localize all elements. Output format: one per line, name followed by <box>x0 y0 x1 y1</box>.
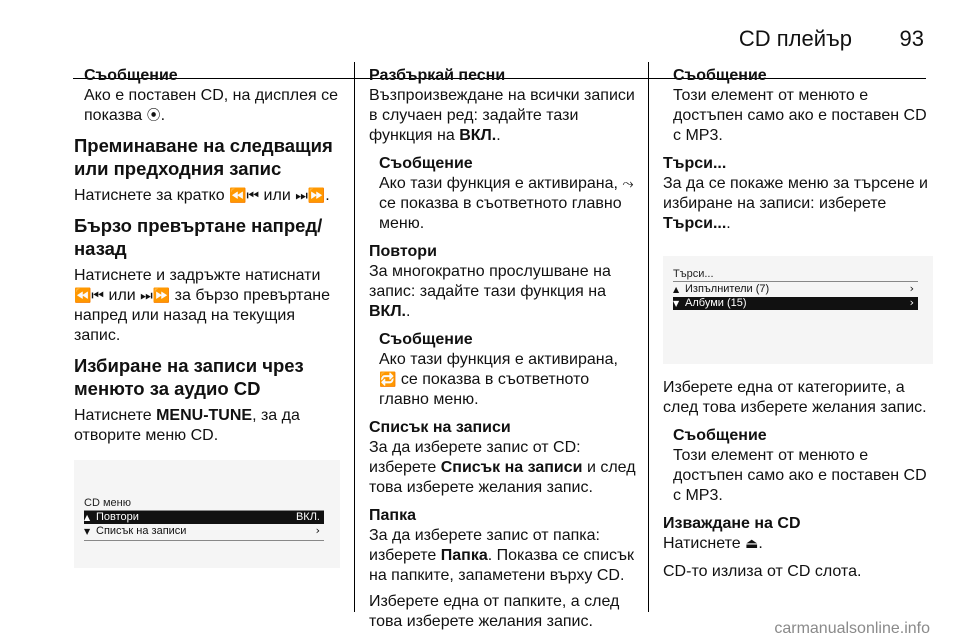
column-2 <box>369 66 637 632</box>
screen-divider <box>84 540 324 541</box>
search-text: За да се покаже меню за търсене и избиране на записи: изберете Търси.... <box>663 175 928 232</box>
note-cd-inserted <box>74 66 340 126</box>
fast-scroll-instruction: Натиснете и задръжте натиснати ⏪⏮ или ⏭⏩ за бързо превъртане напред или назад на текущия запис. <box>74 267 330 344</box>
heading-fast-scroll: Бързо превъртане напред/назад <box>74 215 323 259</box>
chevron-right-icon: › <box>909 296 914 309</box>
arrow-down-icon: ▼ <box>673 299 680 308</box>
menu-tune-key: MENU-TUNE <box>156 407 253 424</box>
note-text: Ако тази функция е активирана, 🔁 се показва в съответното главно меню. <box>379 351 618 408</box>
heading-search: Търси... <box>663 155 727 172</box>
note-title: Съобщение <box>379 331 473 348</box>
menu-item-track-list[interactable]: ▼ Списък на записи › <box>84 524 320 537</box>
note-mp3 <box>663 66 933 146</box>
watermark: carmanualsonline.info <box>774 620 930 637</box>
menu-instruction: Натиснете MENU-TUNE, за да отворите меню CD. <box>74 407 300 444</box>
repeat-icon: 🔁 <box>379 372 397 388</box>
eject-result: CD-то излиза от CD слота. <box>663 563 862 580</box>
disc-icon: ⦿ <box>146 108 161 124</box>
note-shuffle <box>369 154 637 234</box>
chevron-right-icon: › <box>909 282 914 295</box>
next-prev-instruction: Натиснете за кратко ⏪⏮ или ⏭⏩. <box>74 187 330 204</box>
column-divider-2 <box>648 62 649 612</box>
menu-item-artists[interactable]: ▲ Изпълнители (7) › <box>673 282 914 295</box>
note-title: Съобщение <box>673 67 767 84</box>
search-category-text: Изберете една от категориите, а след това изберете желания запис. <box>663 379 927 416</box>
heading-menu-select: Избиране на записи чрез менюто за аудио CD <box>74 355 304 399</box>
note-text: Ако е поставен CD, на дисплея се показва ⦿. <box>84 87 339 124</box>
chevron-right-icon: › <box>315 524 320 537</box>
folder-text: За да изберете запис от папка: изберете Папка. Показва се списък на папките, запаметени върху CD. <box>369 527 635 584</box>
column-divider-1 <box>354 62 355 612</box>
repeat-text: За многократно прослушване на запис: задайте тази функция на ВКЛ.. <box>369 263 611 320</box>
menu-item-repeat[interactable]: ▲ Повтори ВКЛ. <box>84 511 324 524</box>
note-mp3-2 <box>663 426 933 506</box>
heading-next-prev-track: Преминаване на следващия или предходния запис <box>74 135 333 179</box>
note-title: Съобщение <box>84 67 178 84</box>
menu-item-albums[interactable]: ▼ Албуми (15) › <box>673 297 918 310</box>
note-text: Този елемент от менюто е достъпен само ако е поставен CD с MP3. <box>673 87 927 144</box>
heading-eject: Изваждане на CD <box>663 515 801 532</box>
heading-shuffle: Разбъркай песни <box>369 67 506 84</box>
page-number: 93 <box>899 26 924 51</box>
note-text: Ако тази функция е активирана, ⤳ се показва в съответното главно меню. <box>379 175 634 232</box>
note-text: Този елемент от менюто е достъпен само ако е поставен CD с MP3. <box>673 447 927 504</box>
column-1 <box>74 66 340 568</box>
shuffle-text: Възпроизвеждане на всички записи в случаен ред: задайте тази функция на ВКЛ.. <box>369 87 635 144</box>
rewind-icon: ⏪⏮ <box>74 288 105 304</box>
page-header <box>0 26 960 56</box>
track-list-text: За да изберете запис от CD: изберете Списък на записи и след това изберете желания запис. <box>369 439 636 496</box>
fast-forward-icon: ⏭⏩ <box>295 188 326 204</box>
heading-folder: Папка <box>369 507 416 524</box>
column-3 <box>663 66 933 582</box>
fast-forward-icon: ⏭⏩ <box>140 288 171 304</box>
search-menu-screen <box>663 256 933 364</box>
folder-text-2: Изберете една от папките, а след това изберете желания запис. <box>369 593 620 630</box>
cd-menu-screen <box>74 460 340 568</box>
eject-icon: ⏏ <box>745 536 759 552</box>
screen-divider <box>673 281 918 282</box>
arrow-down-icon: ▼ <box>84 527 91 536</box>
rewind-icon: ⏪⏮ <box>229 188 260 204</box>
arrow-up-icon: ▲ <box>84 513 91 522</box>
eject-instruction: Натиснете ⏏. <box>663 535 763 552</box>
note-repeat <box>369 330 637 410</box>
screen-title: CD меню <box>84 497 131 509</box>
section-title: CD плейър <box>738 26 852 51</box>
screen-title: Търси... <box>673 268 714 280</box>
note-title: Съобщение <box>673 427 767 444</box>
note-title: Съобщение <box>379 155 473 172</box>
shuffle-icon: ⤳ <box>622 176 634 192</box>
arrow-up-icon: ▲ <box>673 285 680 294</box>
heading-track-list: Списък на записи <box>369 419 511 436</box>
heading-repeat: Повтори <box>369 243 437 260</box>
